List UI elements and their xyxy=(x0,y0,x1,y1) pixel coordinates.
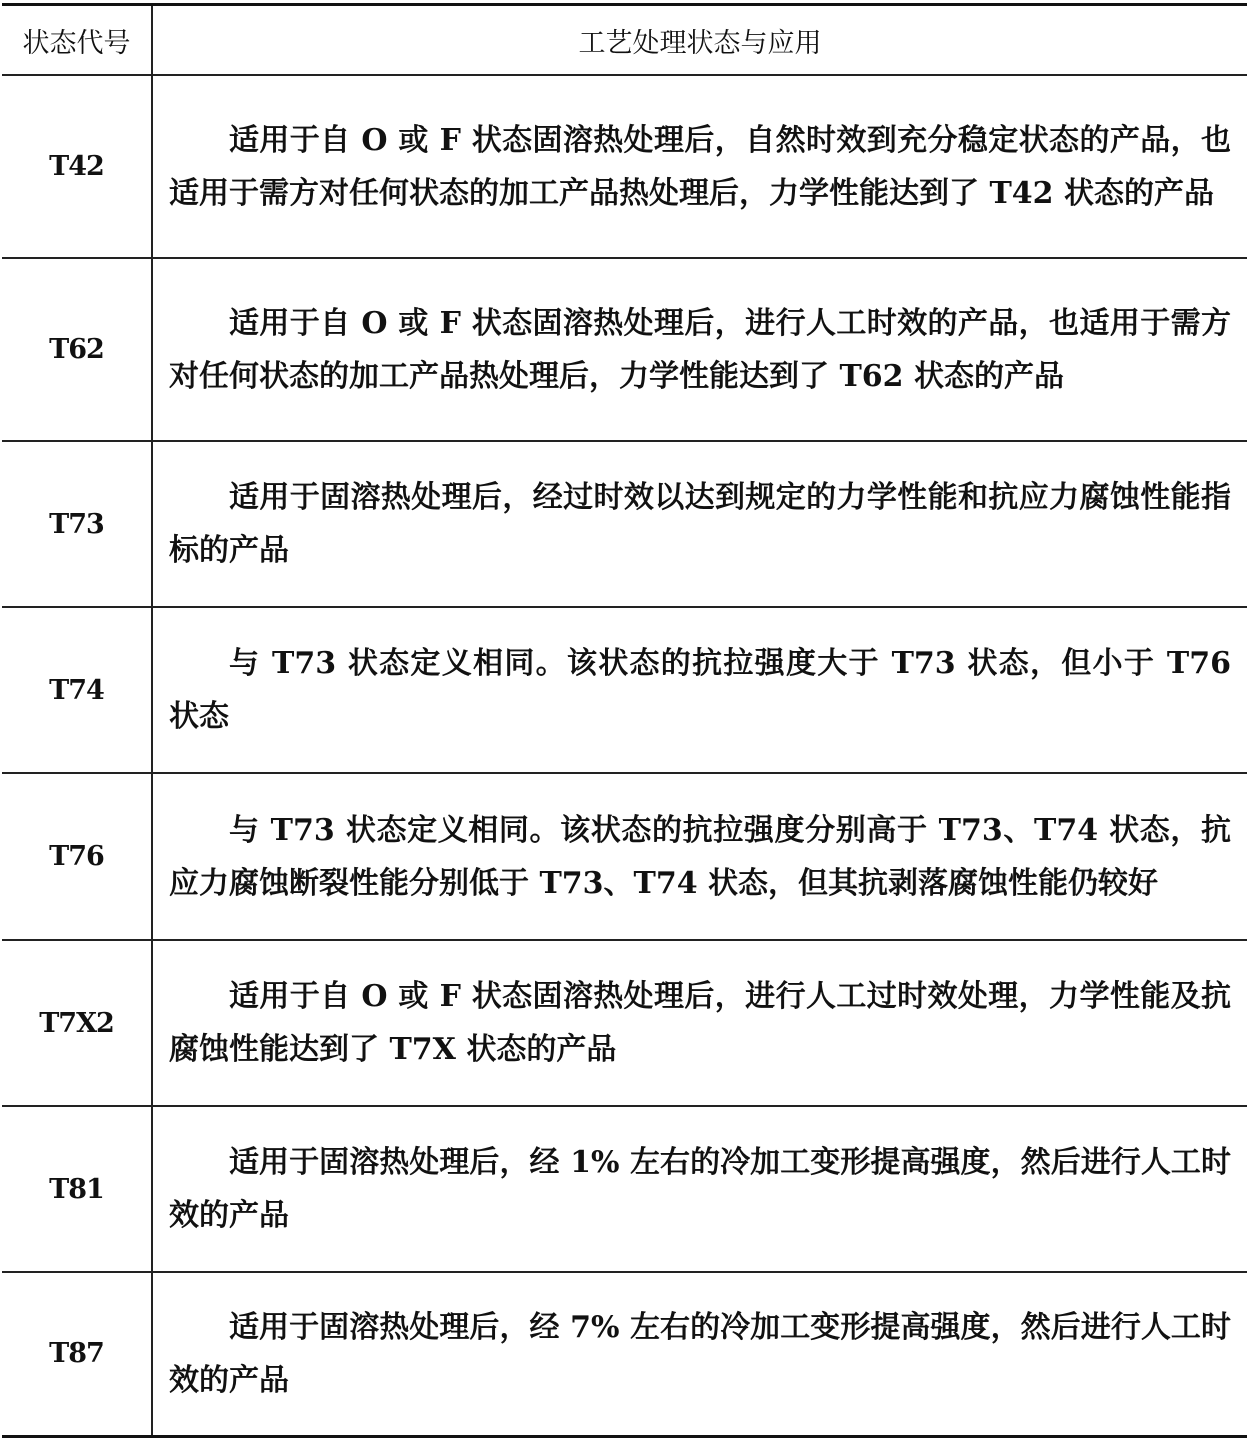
row-code: T42 xyxy=(2,75,152,258)
table-row xyxy=(2,258,1247,441)
table-row xyxy=(2,75,1247,258)
temper-table-container xyxy=(2,3,1247,1438)
temper-designation-table xyxy=(2,3,1247,1438)
row-code: T7X2 xyxy=(2,940,152,1106)
row-description: 与 T73 状态定义相同。该状态的抗拉强度分别高于 T73、T74 状态，抗应力腐蚀断裂性能分别低于 T73、T74 状态，但其抗剥落腐蚀性能仍较好 xyxy=(152,773,1247,940)
row-description: 适用于固溶热处理后，经 1% 左右的冷加工变形提高强度，然后进行人工时效的产品 xyxy=(152,1106,1247,1272)
row-description: 适用于自 O 或 F 状态固溶热处理后，自然时效到充分稳定状态的产品，也适用于需方对任何状态的加工产品热处理后，力学性能达到了 T42 状态的产品 xyxy=(152,75,1247,258)
row-code: T87 xyxy=(2,1272,152,1436)
table-header-row xyxy=(2,5,1247,76)
row-description: 适用于自 O 或 F 状态固溶热处理后，进行人工过时效处理，力学性能及抗腐蚀性能达到了 T7X 状态的产品 xyxy=(152,940,1247,1106)
row-code: T81 xyxy=(2,1106,152,1272)
table-row xyxy=(2,607,1247,773)
row-code: T73 xyxy=(2,441,152,607)
table-row xyxy=(2,441,1247,607)
row-code: T74 xyxy=(2,607,152,773)
row-description: 适用于固溶热处理后，经 7% 左右的冷加工变形提高强度，然后进行人工时效的产品 xyxy=(169,1309,1231,1398)
row-code: T76 xyxy=(2,773,152,940)
row-code: T62 xyxy=(2,258,152,441)
row-description: 适用于自 O 或 F 状态固溶热处理后，进行人工时效的产品，也适用于需方对任何状态的加工产品热处理后，力学性能达到了 T62 状态的产品 xyxy=(152,258,1247,441)
table-row xyxy=(2,773,1247,940)
row-description: 适用于固溶热处理后，经过时效以达到规定的力学性能和抗应力腐蚀性能指标的产品 xyxy=(152,441,1247,607)
header-process-application: 工艺处理状态与应用 xyxy=(152,5,1247,76)
header-status-code: 状态代号 xyxy=(2,5,152,76)
table-row xyxy=(2,1272,1247,1436)
row-description: 与 T73 状态定义相同。该状态的抗拉强度大于 T73 状态，但小于 T76 状态 xyxy=(152,607,1247,773)
table-row xyxy=(2,940,1247,1106)
table-row xyxy=(2,1106,1247,1272)
